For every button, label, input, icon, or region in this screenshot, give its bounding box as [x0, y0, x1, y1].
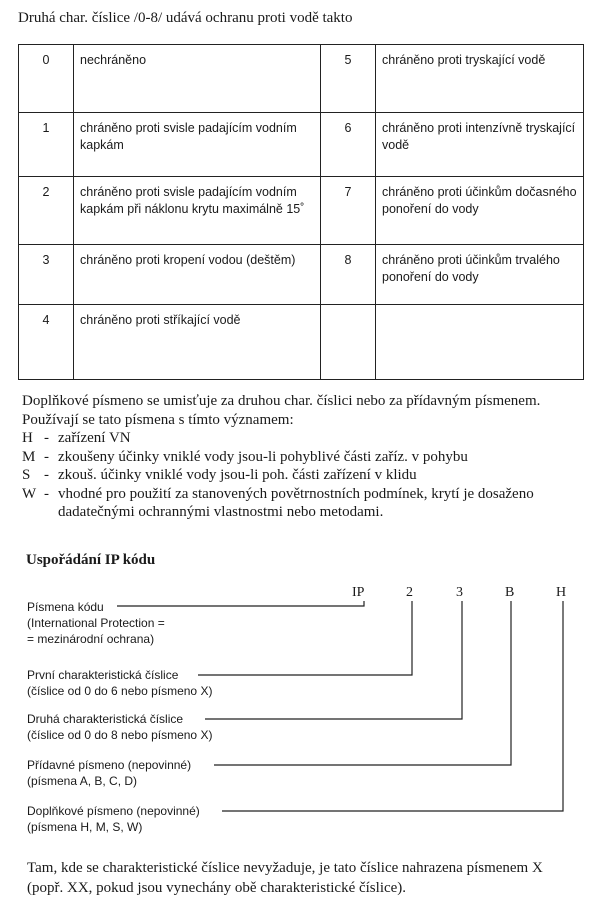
table-cell-num: 5	[321, 45, 376, 113]
label-sub: (číslice od 0 do 6 nebo písmeno X)	[27, 684, 213, 698]
letter-text: zkoušeny účinky vniklé vody jsou-li pohyblivé části zaříz. v pohybu	[58, 448, 468, 465]
label-title: Druhá charakteristická číslice	[27, 712, 184, 726]
label-sub: (číslice od 0 do 8 nebo písmeno X)	[27, 728, 213, 742]
table-cell-text: nechráněno	[74, 45, 321, 113]
ip-code-char: IP	[352, 585, 365, 600]
footer-note	[27, 858, 543, 898]
table-cell-num: 3	[19, 245, 74, 305]
table-cell-text: chráněno proti účinkům dočasného ponoření do vody	[376, 177, 584, 245]
dash: -	[44, 430, 49, 446]
label-sub: (písmena H, M, S, W)	[27, 820, 143, 834]
letter-code: W	[22, 485, 37, 502]
ip-code-char: B	[505, 585, 515, 600]
connector-additional-letter	[214, 601, 511, 765]
label-sub: (International Protection =	[27, 616, 165, 630]
table-cell-num: 0	[19, 45, 74, 113]
table-cell-text: chráněno proti svisle padajícím vodním kapkám	[74, 113, 321, 177]
label-title: První charakteristická číslice	[27, 668, 179, 682]
label-title: Písmena kódu	[27, 600, 104, 614]
ip-code-char: H	[556, 585, 567, 600]
additional-line: Používají se tato písmena s tímto významem:	[22, 411, 294, 428]
table-cell-text: chráněno proti účinkům trvalého ponoření do vody	[376, 245, 584, 305]
label-title: Doplňkové písmeno (nepovinné)	[27, 804, 200, 818]
label-title: Přídavné písmeno (nepovinné)	[27, 758, 192, 772]
intro-heading: Druhá char. číslice /0-8/ udává ochranu proti vodě takto	[18, 10, 353, 26]
letter-text: vhodné pro použití za stanovených povětrnostních podmínek, krytí je dosaženo	[58, 485, 534, 502]
note-line: Tam, kde se charakteristické číslice nevyžaduje, je tato číslice nahrazena písmenem X	[27, 860, 543, 876]
table-cell-text: chráněno proti svisle padajícím vodním kapkám při náklonu krytu maximálně 15˚	[74, 177, 321, 245]
table-cell-num: 8	[321, 245, 376, 305]
connector-second-digit	[205, 601, 462, 719]
connector-supplementary-letter	[222, 601, 563, 811]
additional-line: Doplňkové písmeno se umisťuje za druhou char. číslici nebo za přídavným písmenem.	[22, 393, 541, 409]
table-cell-text: chráněno proti stříkající vodě	[74, 305, 321, 380]
letter-text: dadatečnými ochrannými vlastnostmi nebo metodami.	[58, 504, 384, 520]
ip-code-char: 2	[406, 585, 413, 600]
table-cell-text: chráněno proti intenzívně tryskající vodě	[376, 113, 584, 177]
dash: -	[44, 448, 49, 465]
dash: -	[44, 485, 49, 502]
letter-text: zařízení VN	[58, 430, 131, 446]
table-cell-num: 6	[321, 113, 376, 177]
table-cell-num: 4	[19, 305, 74, 380]
table-cell-text: chráněno proti tryskající vodě	[376, 45, 584, 113]
ip-code-char: 3	[456, 585, 463, 600]
table-cell-text: chráněno proti kropení vodou (deštěm)	[74, 245, 321, 305]
table-cell-num: 2	[19, 177, 74, 245]
label-sub: (písmena A, B, C, D)	[27, 774, 138, 788]
dash: -	[44, 467, 49, 483]
letter-code: M	[22, 448, 36, 465]
note-line: (popř. XX, pokud jsou vynechány obě charakteristické číslice).	[27, 880, 407, 896]
table-cell-num: 7	[321, 177, 376, 245]
table-cell-num: 1	[19, 113, 74, 177]
letter-code: S	[22, 467, 31, 483]
diagram-title: Uspořádání IP kódu	[26, 552, 156, 568]
connector-first-digit	[198, 601, 412, 675]
letter-text: zkouš. účinky vniklé vody jsou-li poh. části zařízení v klidu	[58, 467, 417, 483]
connector-ip	[117, 601, 364, 606]
label-sub: = mezinárodní ochrana)	[27, 632, 155, 646]
letter-code: H	[22, 430, 33, 446]
